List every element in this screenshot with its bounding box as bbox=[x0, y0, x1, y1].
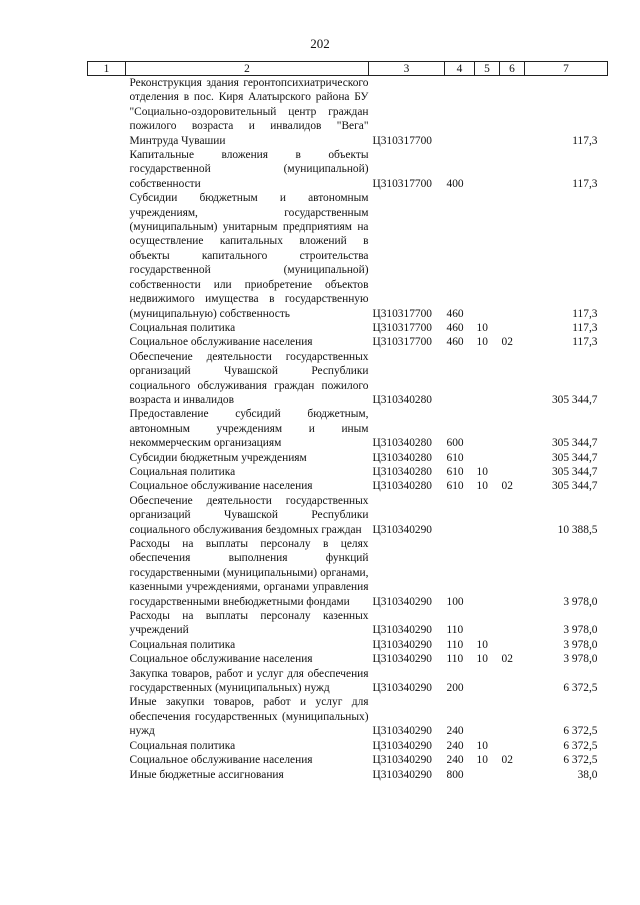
table-row bbox=[88, 191, 608, 321]
row-section bbox=[475, 537, 500, 609]
row-target-code: Ц310340290 bbox=[372, 768, 432, 781]
table-row bbox=[88, 465, 608, 479]
row-subsection bbox=[500, 494, 525, 537]
row-subsection: 02 bbox=[501, 653, 513, 666]
row-amount: 305 344,7 bbox=[551, 480, 598, 493]
row-section bbox=[475, 695, 500, 738]
row-name: Социальное обслуживание населения bbox=[129, 336, 313, 349]
row-subsection bbox=[500, 321, 525, 335]
row-expense-type: 610 bbox=[446, 451, 464, 464]
row-name: Социальная политика bbox=[129, 638, 236, 651]
row-amount: 3 978,0 bbox=[563, 624, 598, 637]
row-amount: 305 344,7 bbox=[551, 451, 598, 464]
row-amount: 6 372,5 bbox=[563, 739, 598, 752]
row-amount: 305 344,7 bbox=[551, 465, 598, 478]
row-section: 10 bbox=[476, 321, 488, 334]
row-name: Социальная политика bbox=[129, 321, 236, 334]
row-amount: 3 978,0 bbox=[563, 653, 598, 666]
header-row bbox=[88, 62, 608, 76]
row-subsection bbox=[500, 768, 525, 782]
table-row bbox=[88, 739, 608, 753]
header-col-6: 6 bbox=[500, 62, 525, 76]
row-expense-type: 110 bbox=[446, 638, 464, 651]
row-subsection bbox=[500, 350, 525, 408]
row-name: Предоставление субсидий бюджетным, автономным учреждениям и иным некоммерческим организациям bbox=[129, 408, 369, 450]
row-section: 10 bbox=[476, 480, 488, 493]
row-target-code: Ц310340290 bbox=[372, 638, 432, 651]
row-expense-type: 800 bbox=[446, 768, 464, 781]
row-subsection bbox=[500, 695, 525, 738]
row-expense-type: 460 bbox=[446, 307, 464, 320]
table-row bbox=[88, 638, 608, 652]
row-name: Расходы на выплаты персоналу казенных учреждений bbox=[129, 610, 369, 637]
row-amount: 10 388,5 bbox=[557, 523, 598, 536]
row-subsection bbox=[500, 667, 525, 696]
page-number: 202 bbox=[310, 36, 330, 51]
row-name: Субсидии бюджетным и автономным учреждениям, государственным (муниципальным) унитарным предприятиям на осуществление капитальных вложений в объекты капитального строительства государственной (муниципальной) собственности или приобретение объектов недвижимого имущества в государственную (муниципальную) собственность bbox=[129, 192, 369, 320]
row-name: Обеспечение деятельности государственных организаций Чувашской Республики социального обслуживания бездомных граждан bbox=[129, 494, 369, 536]
header-col-3: 3 bbox=[369, 62, 445, 76]
header-col-7: 7 bbox=[525, 62, 608, 76]
row-target-code: Ц310340290 bbox=[372, 624, 432, 637]
table-row bbox=[88, 768, 608, 782]
row-section bbox=[475, 451, 500, 465]
row-target-code: Ц310317700 bbox=[372, 177, 432, 190]
row-subsection bbox=[500, 537, 525, 609]
row-target-code: Ц310317700 bbox=[372, 134, 432, 147]
row-expense-type: 400 bbox=[446, 177, 464, 190]
row-target-code: Ц310340290 bbox=[372, 739, 432, 752]
row-section bbox=[475, 494, 500, 537]
row-target-code: Ц310340290 bbox=[372, 754, 432, 767]
row-amount: 6 372,5 bbox=[563, 682, 598, 695]
row-target-code: Ц310340280 bbox=[372, 465, 432, 478]
row-name: Социальное обслуживание населения bbox=[129, 480, 313, 493]
header-col-4: 4 bbox=[445, 62, 475, 76]
row-amount: 38,0 bbox=[577, 768, 598, 781]
row-expense-type: 240 bbox=[446, 739, 464, 752]
row-target-code: Ц310340290 bbox=[372, 595, 432, 608]
table-row bbox=[88, 494, 608, 537]
row-amount: 117,3 bbox=[572, 177, 598, 190]
row-amount: 117,3 bbox=[572, 307, 598, 320]
row-name: Субсидии бюджетным учреждениям bbox=[129, 451, 307, 464]
row-expense-type: 240 bbox=[446, 754, 464, 767]
row-section bbox=[475, 407, 500, 450]
row-subsection bbox=[500, 739, 525, 753]
row-expense-type bbox=[445, 494, 475, 537]
row-amount: 3 978,0 bbox=[563, 595, 598, 608]
row-target-code: Ц310317700 bbox=[372, 336, 432, 349]
table-row bbox=[88, 321, 608, 335]
row-target-code: Ц310340290 bbox=[372, 682, 432, 695]
row-target-code: Ц310340280 bbox=[372, 393, 432, 406]
row-name: Закупка товаров, работ и услуг для обеспечения государственных (муниципальных) нужд bbox=[129, 667, 369, 695]
table-row bbox=[88, 76, 608, 149]
row-subsection bbox=[500, 451, 525, 465]
row-section: 10 bbox=[476, 336, 488, 349]
table-row bbox=[88, 479, 608, 493]
table-row bbox=[88, 407, 608, 450]
row-section: 10 bbox=[476, 754, 488, 767]
header-col-1: 1 bbox=[88, 62, 126, 76]
row-name: Реконструкция здания геронтопсихиатрического отделения в пос. Киря Алатырского района БУ "Социально-оздоровительный центр граждан пожилого возраста и инвалидов "Вега" Минтруда Чувашии bbox=[129, 77, 369, 147]
row-section bbox=[475, 76, 500, 149]
budget-table bbox=[87, 61, 608, 782]
row-name: Социальное обслуживание населения bbox=[129, 653, 313, 666]
row-expense-type: 240 bbox=[446, 725, 464, 738]
row-expense-type: 200 bbox=[446, 682, 464, 695]
row-target-code: Ц310317700 bbox=[372, 321, 432, 334]
row-name: Иные закупки товаров, работ и услуг для обеспечения государственных (муниципальных) нужд bbox=[129, 696, 369, 738]
row-expense-type: 600 bbox=[446, 437, 464, 450]
table-row bbox=[88, 695, 608, 738]
table-row bbox=[88, 667, 608, 696]
row-section bbox=[475, 609, 500, 638]
table-row bbox=[88, 451, 608, 465]
row-name: Обеспечение деятельности государственных организаций Чувашской Республики социального обслуживания граждан пожилого возраста и инвалидов bbox=[129, 350, 369, 406]
row-name: Капитальные вложения в объекты государственной (муниципальной) собственности bbox=[129, 149, 369, 190]
table-row bbox=[88, 537, 608, 609]
row-amount: 117,3 bbox=[572, 321, 598, 334]
row-section bbox=[475, 768, 500, 782]
row-target-code: Ц310340280 bbox=[372, 437, 432, 450]
row-amount: 305 344,7 bbox=[551, 393, 598, 406]
row-target-code: Ц310340290 bbox=[372, 653, 432, 666]
row-target-code: Ц310317700 bbox=[372, 307, 432, 320]
row-name: Социальная политика bbox=[129, 465, 236, 478]
row-name: Социальная политика bbox=[129, 739, 236, 752]
table-row bbox=[88, 148, 608, 191]
row-expense-type: 110 bbox=[446, 653, 464, 666]
table-body bbox=[88, 76, 608, 782]
row-expense-type: 100 bbox=[446, 595, 464, 608]
table-row bbox=[88, 609, 608, 638]
header-col-5: 5 bbox=[475, 62, 500, 76]
row-amount: 6 372,5 bbox=[563, 754, 598, 767]
row-target-code: Ц310340280 bbox=[372, 480, 432, 493]
row-subsection bbox=[500, 465, 525, 479]
table-row bbox=[88, 335, 608, 349]
row-section: 10 bbox=[476, 739, 488, 752]
table-row bbox=[88, 350, 608, 408]
row-amount: 3 978,0 bbox=[563, 638, 598, 651]
row-subsection bbox=[500, 638, 525, 652]
row-subsection bbox=[500, 148, 525, 191]
row-target-code: Ц310340280 bbox=[372, 451, 432, 464]
row-subsection bbox=[500, 609, 525, 638]
row-expense-type: 610 bbox=[446, 465, 464, 478]
row-section: 10 bbox=[476, 465, 488, 478]
row-expense-type: 460 bbox=[446, 336, 464, 349]
row-section bbox=[475, 191, 500, 321]
row-section bbox=[475, 667, 500, 696]
row-amount: 117,3 bbox=[572, 134, 598, 147]
row-target-code: Ц310340290 bbox=[372, 523, 432, 536]
row-subsection: 02 bbox=[501, 336, 513, 349]
row-target-code: Ц310340290 bbox=[372, 725, 432, 738]
row-expense-type bbox=[445, 76, 475, 149]
row-section: 10 bbox=[476, 653, 488, 666]
row-name: Расходы на выплаты персоналу в целях обеспечения выполнения функций государственными (муниципальными) органами, казенными учреждениями, органами управления государственными внебюджетными фондами bbox=[129, 538, 369, 608]
row-name: Социальное обслуживание населения bbox=[129, 754, 313, 767]
row-section bbox=[475, 350, 500, 408]
row-amount: 305 344,7 bbox=[551, 437, 598, 450]
row-amount: 6 372,5 bbox=[563, 725, 598, 738]
header-col-2: 2 bbox=[126, 62, 369, 76]
row-subsection bbox=[500, 191, 525, 321]
row-name: Иные бюджетные ассигнования bbox=[129, 768, 284, 781]
row-section: 10 bbox=[476, 638, 488, 651]
row-expense-type: 110 bbox=[446, 624, 464, 637]
row-amount: 117,3 bbox=[572, 336, 598, 349]
table-header bbox=[88, 62, 608, 76]
row-subsection bbox=[500, 76, 525, 149]
row-expense-type bbox=[445, 350, 475, 408]
row-subsection: 02 bbox=[501, 754, 513, 767]
row-expense-type: 460 bbox=[446, 321, 464, 334]
row-section bbox=[475, 148, 500, 191]
table-row bbox=[88, 652, 608, 666]
row-subsection: 02 bbox=[501, 480, 513, 493]
table-row bbox=[88, 753, 608, 767]
row-expense-type: 610 bbox=[446, 480, 464, 493]
row-subsection bbox=[500, 407, 525, 450]
